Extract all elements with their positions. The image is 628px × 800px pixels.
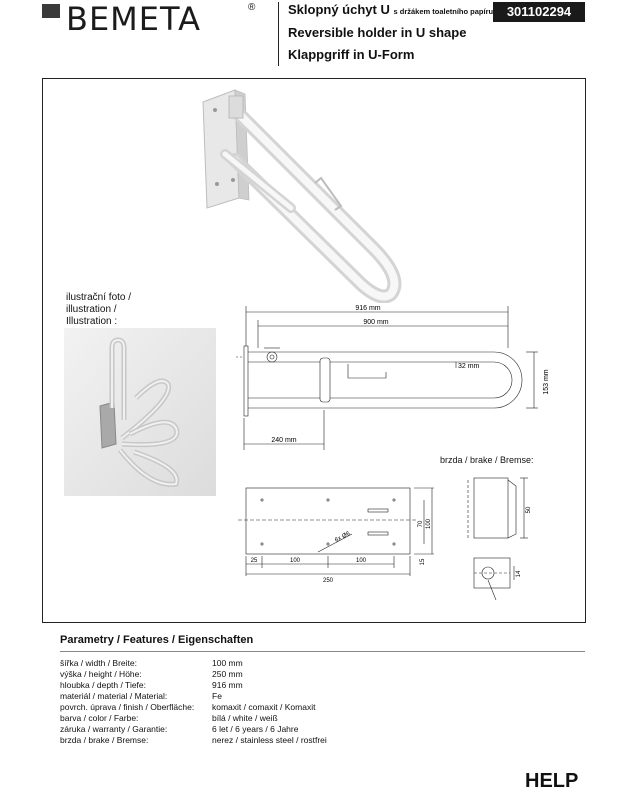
illustration-label-de: Illustration : (66, 316, 118, 327)
brake-label: brzda / brake / Bremse: (440, 455, 534, 465)
illustration-label (66, 292, 131, 328)
logo-mark (42, 4, 60, 18)
illustration-label-cs: ilustrační foto / (66, 292, 132, 303)
parameters-divider (60, 651, 585, 652)
brake-drawing (458, 468, 538, 608)
dim-153-label: 153 mm (543, 369, 550, 395)
title-czech (288, 2, 493, 17)
dim-25-label: 25 (250, 558, 258, 564)
illustration-photo (64, 328, 216, 496)
dim-100b-label: 100 (355, 558, 367, 564)
brake-dim-50: 50 (526, 506, 532, 514)
side-view-drawing (236, 302, 566, 460)
dim-900-label: 900 mm (363, 319, 389, 326)
title-english: Reversible holder in U shape (288, 25, 467, 40)
parameters-title: Parametry / Features / Eigenschaften (60, 634, 254, 646)
title-czech-sub: s držákem toaletního papíru (393, 7, 494, 16)
dim-240-label: 240 mm (271, 437, 297, 444)
brake-dim-14: 14 (516, 570, 522, 578)
dim-100v-label: 100 (426, 518, 432, 530)
registered-mark: ® (248, 2, 256, 13)
dim-32-label: 32 mm (458, 363, 480, 370)
product-code: 301102294 (493, 2, 585, 22)
hole-label: 6x Ø6 (334, 530, 352, 544)
dim-100a-label: 100 (289, 558, 301, 564)
plate-drawing (238, 480, 438, 590)
title-german: Klappgriff in U-Form (288, 47, 415, 62)
title-czech-main: Sklopný úchyt U (288, 2, 390, 17)
illustration-label-en: illustration / (66, 304, 117, 315)
header-divider (278, 2, 279, 66)
help-label: HELP (525, 770, 579, 792)
dim-916-label: 916 mm (355, 305, 381, 312)
dim-250-label: 250 (322, 578, 334, 584)
dim-15-label: 15 (420, 558, 426, 566)
brand-logo: BEMETA (66, 0, 201, 38)
dim-70-label: 70 (418, 520, 424, 528)
product-render (195, 88, 425, 303)
